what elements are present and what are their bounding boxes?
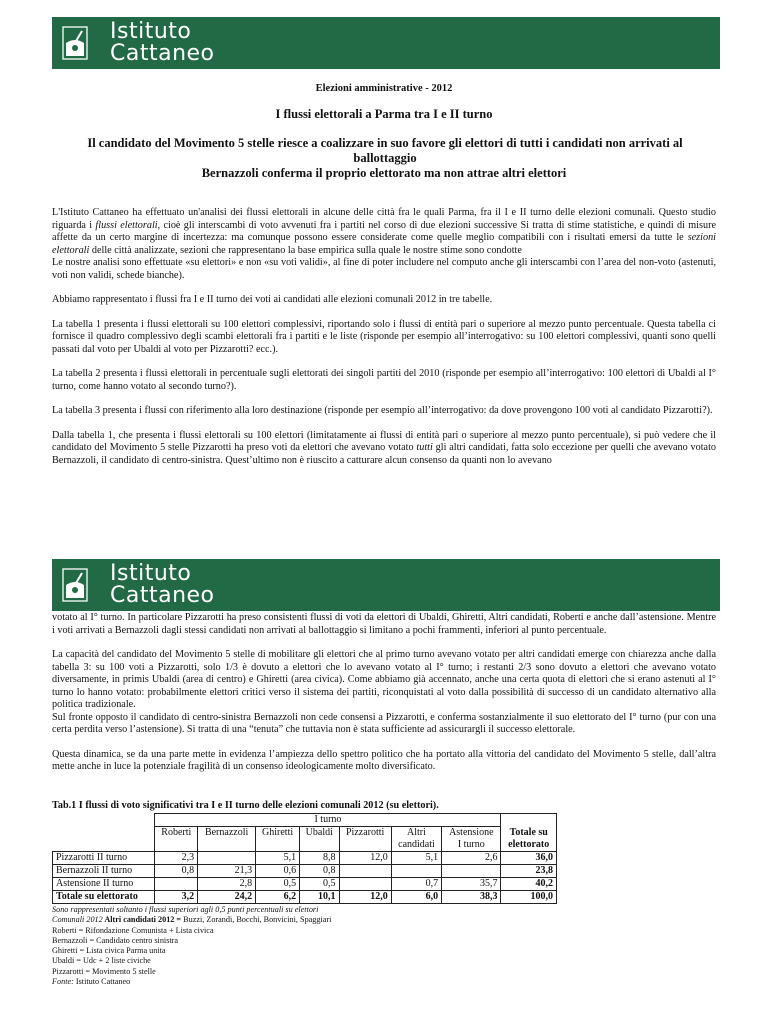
note-altri-candidati: Comunali 2012 Altri candidati 2012 = Buzzi, Zorandi, Bocchi, Bonvicini, Spaggiari xyxy=(52,915,332,925)
document-subtitle-2: Bernazzoli conferma il proprio elettorato ma non attrae altri elettori xyxy=(201,166,567,180)
table-caption: Tab.1 I flussi di voto significativi tra I e II turno delle elezioni comunali 2012 (su elettori). xyxy=(52,800,439,811)
paragraph-dynamics: Questa dinamica, se da una parte mette in evidenza l’ampiezza dello spettro politico che ha portato alla vittoria del candidato del Movimento 5 stelle, dall’altra mette anche in luce la potenziale fragilità di un consenso ideologicamente molto diversificato. xyxy=(52,748,716,772)
col-header-pizzarotti: Pizzarotti xyxy=(339,827,391,852)
row-label: Pizzarotti II turno xyxy=(53,852,155,865)
document-subtitle-1: Il candidato del Movimento 5 stelle riesce a coalizzare in suo favore gli elettori di tutti i candidati non arrivati al ballottaggio xyxy=(87,136,683,165)
document-title: I flussi elettorali a Parma tra I e II turno xyxy=(275,107,493,121)
note-ghiretti: Ghiretti = Lista civica Parma unita xyxy=(52,946,166,956)
paragraph-continuation: votato al I° turno. In particolare Pizzarotti ha preso consistenti flussi di voti da elettori di Ubaldi, Ghiretti, Altri candidati, Roberti e anche dall’astensione. Mentre i voti arrivati a Bernazzoli dagli stessi candidati non arrivati al ballottaggio si limitano a pochi frammenti, inferiori al punto percentuale. xyxy=(52,612,716,636)
page1-body xyxy=(52,207,716,467)
col-header-astensione: Astensione I turno xyxy=(442,827,501,852)
note-source: Fonte: Istituto Cattaneo xyxy=(52,977,131,987)
paragraph-table2: La tabella 2 presenta i flussi elettorali in percentuale sugli elettorati dei singoli partiti del 2010 (risponde per esempio all’interrogativo: 100 elettori di Ubaldi al I° turno, come hanno votato al secondo turno?). xyxy=(52,368,716,392)
table-row: Astensione II turno 2,8 0,5 0,5 0,7 35,7 40,2 xyxy=(53,878,557,891)
note-roberti: Roberti = Rifondazione Comunista + Lista civica xyxy=(52,925,214,935)
table-row: Bernazzoli II turno 0,8 21,3 0,6 0,8 23,8 xyxy=(53,865,557,878)
pen-inkwell-logo-icon xyxy=(60,565,90,605)
col-header-ubaldi: Ubaldi xyxy=(300,827,339,852)
row-label: Astensione II turno xyxy=(53,878,155,891)
document-kicker: Elezioni amministrative - 2012 xyxy=(315,83,453,94)
col-header-totale: Totale su elettorato xyxy=(501,827,557,852)
table-row: Pizzarotti II turno 2,3 5,1 8,8 12,0 5,1 2,6 36,0 xyxy=(53,852,557,865)
header-banner xyxy=(52,17,720,69)
note-pizzarotti: Pizzarotti = Movimento 5 stelle xyxy=(52,966,156,976)
header-banner-page2 xyxy=(52,559,720,611)
brand-logo xyxy=(110,21,215,65)
brand-name-line2: Cattaneo xyxy=(110,41,215,66)
note-ubaldi: Ubaldi = Udc + 2 liste civiche xyxy=(52,956,151,966)
table-total-row: Totale su elettorato 3,2 24,2 6,2 10,1 12,0 6,0 38,3 100,0 xyxy=(53,891,557,904)
table-group-header: I turno xyxy=(155,814,501,827)
note-threshold: Sono rappresentati soltanto i flussi superiori agli 0,5 punti percentuali su elettori xyxy=(52,905,319,914)
paragraph-intro: L'Istituto Cattaneo ha effettuato un'analisi dei flussi elettorali in alcune delle città fra le quali Parma, fra il I e II turno delle elezioni comunali. Questo studio riguarda i flussi elettorali, cioè gli interscambi di voto avvenuti fra i partiti nel corso di due elezioni successive Si tratta di stime statistiche, e quindi di misure affette da un certo margine di incertezza: ma comunque possono essere considerate come quelle meglio compatibili con i risultati emersi da tutte le sezioni elettorali delle città analizzate, sezioni che rappresentano la base empirica sulla quale le nostre stime sono condotte xyxy=(52,207,716,256)
brand-name-line1: Istituto xyxy=(110,561,192,586)
row-label: Bernazzoli II turno xyxy=(53,865,155,878)
paragraph-method: Le nostre analisi sono effettuate «su elettori» e non «su voti validi», al fine di poter includere nel computo anche gli interscambi con l’area del non-voto (astenuti, voti non validi, schede bianche). xyxy=(52,257,716,281)
note-bernazzoli: Bernazzoli = Candidato centro sinistra xyxy=(52,935,179,945)
page2-body xyxy=(52,612,716,774)
col-header-ghiretti: Ghiretti xyxy=(256,827,300,852)
paragraph-table1: La tabella 1 presenta i flussi elettorali su 100 elettori complessivi, riportando solo i flussi di entità pari o superiore al mezzo punto percentuale. Questa tabella ci fornisce il quadro complessivo degli scambi elettorali fra i partiti e le liste (risponde per esempio all’interrogativo: su 100 elettori complessivi, quanti sono quelli passati dal voto per Ubaldi al voto per Pizzarotti? ecc.). xyxy=(52,318,716,355)
col-header-altri: Altri candidati xyxy=(391,827,441,852)
col-header-bernazzoli: Bernazzoli xyxy=(198,827,256,852)
flows-table xyxy=(52,813,557,904)
paragraph-tables: Abbiamo rappresentato i flussi fra I e II turno dei voti ai candidati alle elezioni comunali 2012 in tre tabelle. xyxy=(52,294,493,305)
brand-name-line1: Istituto xyxy=(110,19,192,44)
paragraph-bernazzoli: Sul fronte opposto il candidato di centro-sinistra Bernazzoli non cede consensi a Pizzarotti, e conferma sostanzialmente il suo elettorato del I° turno (pur con una certa perdita verso l’astensione). Si tratta di una “tenuta” che tuttavia non è stata sufficiente ad assicurargli il successo elettorale. xyxy=(52,711,716,735)
col-header-roberti: Roberti xyxy=(155,827,198,852)
paragraph-capacity: La capacità del candidato del Movimento 5 stelle di mobilitare gli elettori che al primo turno avevano votato per altri candidati emerge con chiarezza anche dalla tabella 3: su 100 voti a Pizzarotti, solo 1/3 è dovuto a elettori che lo avevano votato al I° turno; i restanti 2/3 sono dovuto a elettori che avevano votato diversamente, in primis Ubaldi (area di centro) e Ghiretti (area civica). Come abbiamo già accennato, anche una certa quota di elettori che si erano astenuti al I° turno lo hanno votato: probabilmente elettori critici verso il sistema dei partiti, riconquistati al voto dalla possibilità di successo di un candidato alternativo alla politica tradizionale. xyxy=(52,649,716,710)
table-notes xyxy=(52,905,716,987)
pen-inkwell-logo-icon xyxy=(60,23,90,63)
brand-name-line2: Cattaneo xyxy=(110,583,215,608)
paragraph-table3: La tabella 3 presenta i flussi con riferimento alla loro destinazione (risponde per esempio all’interrogativo: da dove provengono 100 voti al candidato Pizzarotti?). xyxy=(52,405,713,416)
total-label: Totale su elettorato xyxy=(53,891,155,904)
flows-table-wrap xyxy=(52,813,716,904)
paragraph-analysis: Dalla tabella 1, che presenta i flussi elettorali su 100 elettori (limitatamente ai flussi di entità pari o superiore al mezzo punto percentuale), si può vedere che il candidato del Movimento 5 stelle Pizzarotti ha preso voti da elettori che avevano votato tutti gli altri candidati, fatta solo eccezione per quelli che avevano votato Bernazzoli, il candidato di centro-sinistra. Quest’ultimo non è riuscito a catturare alcun consenso da quanti non lo avevano xyxy=(52,429,716,466)
brand-logo xyxy=(110,563,215,607)
